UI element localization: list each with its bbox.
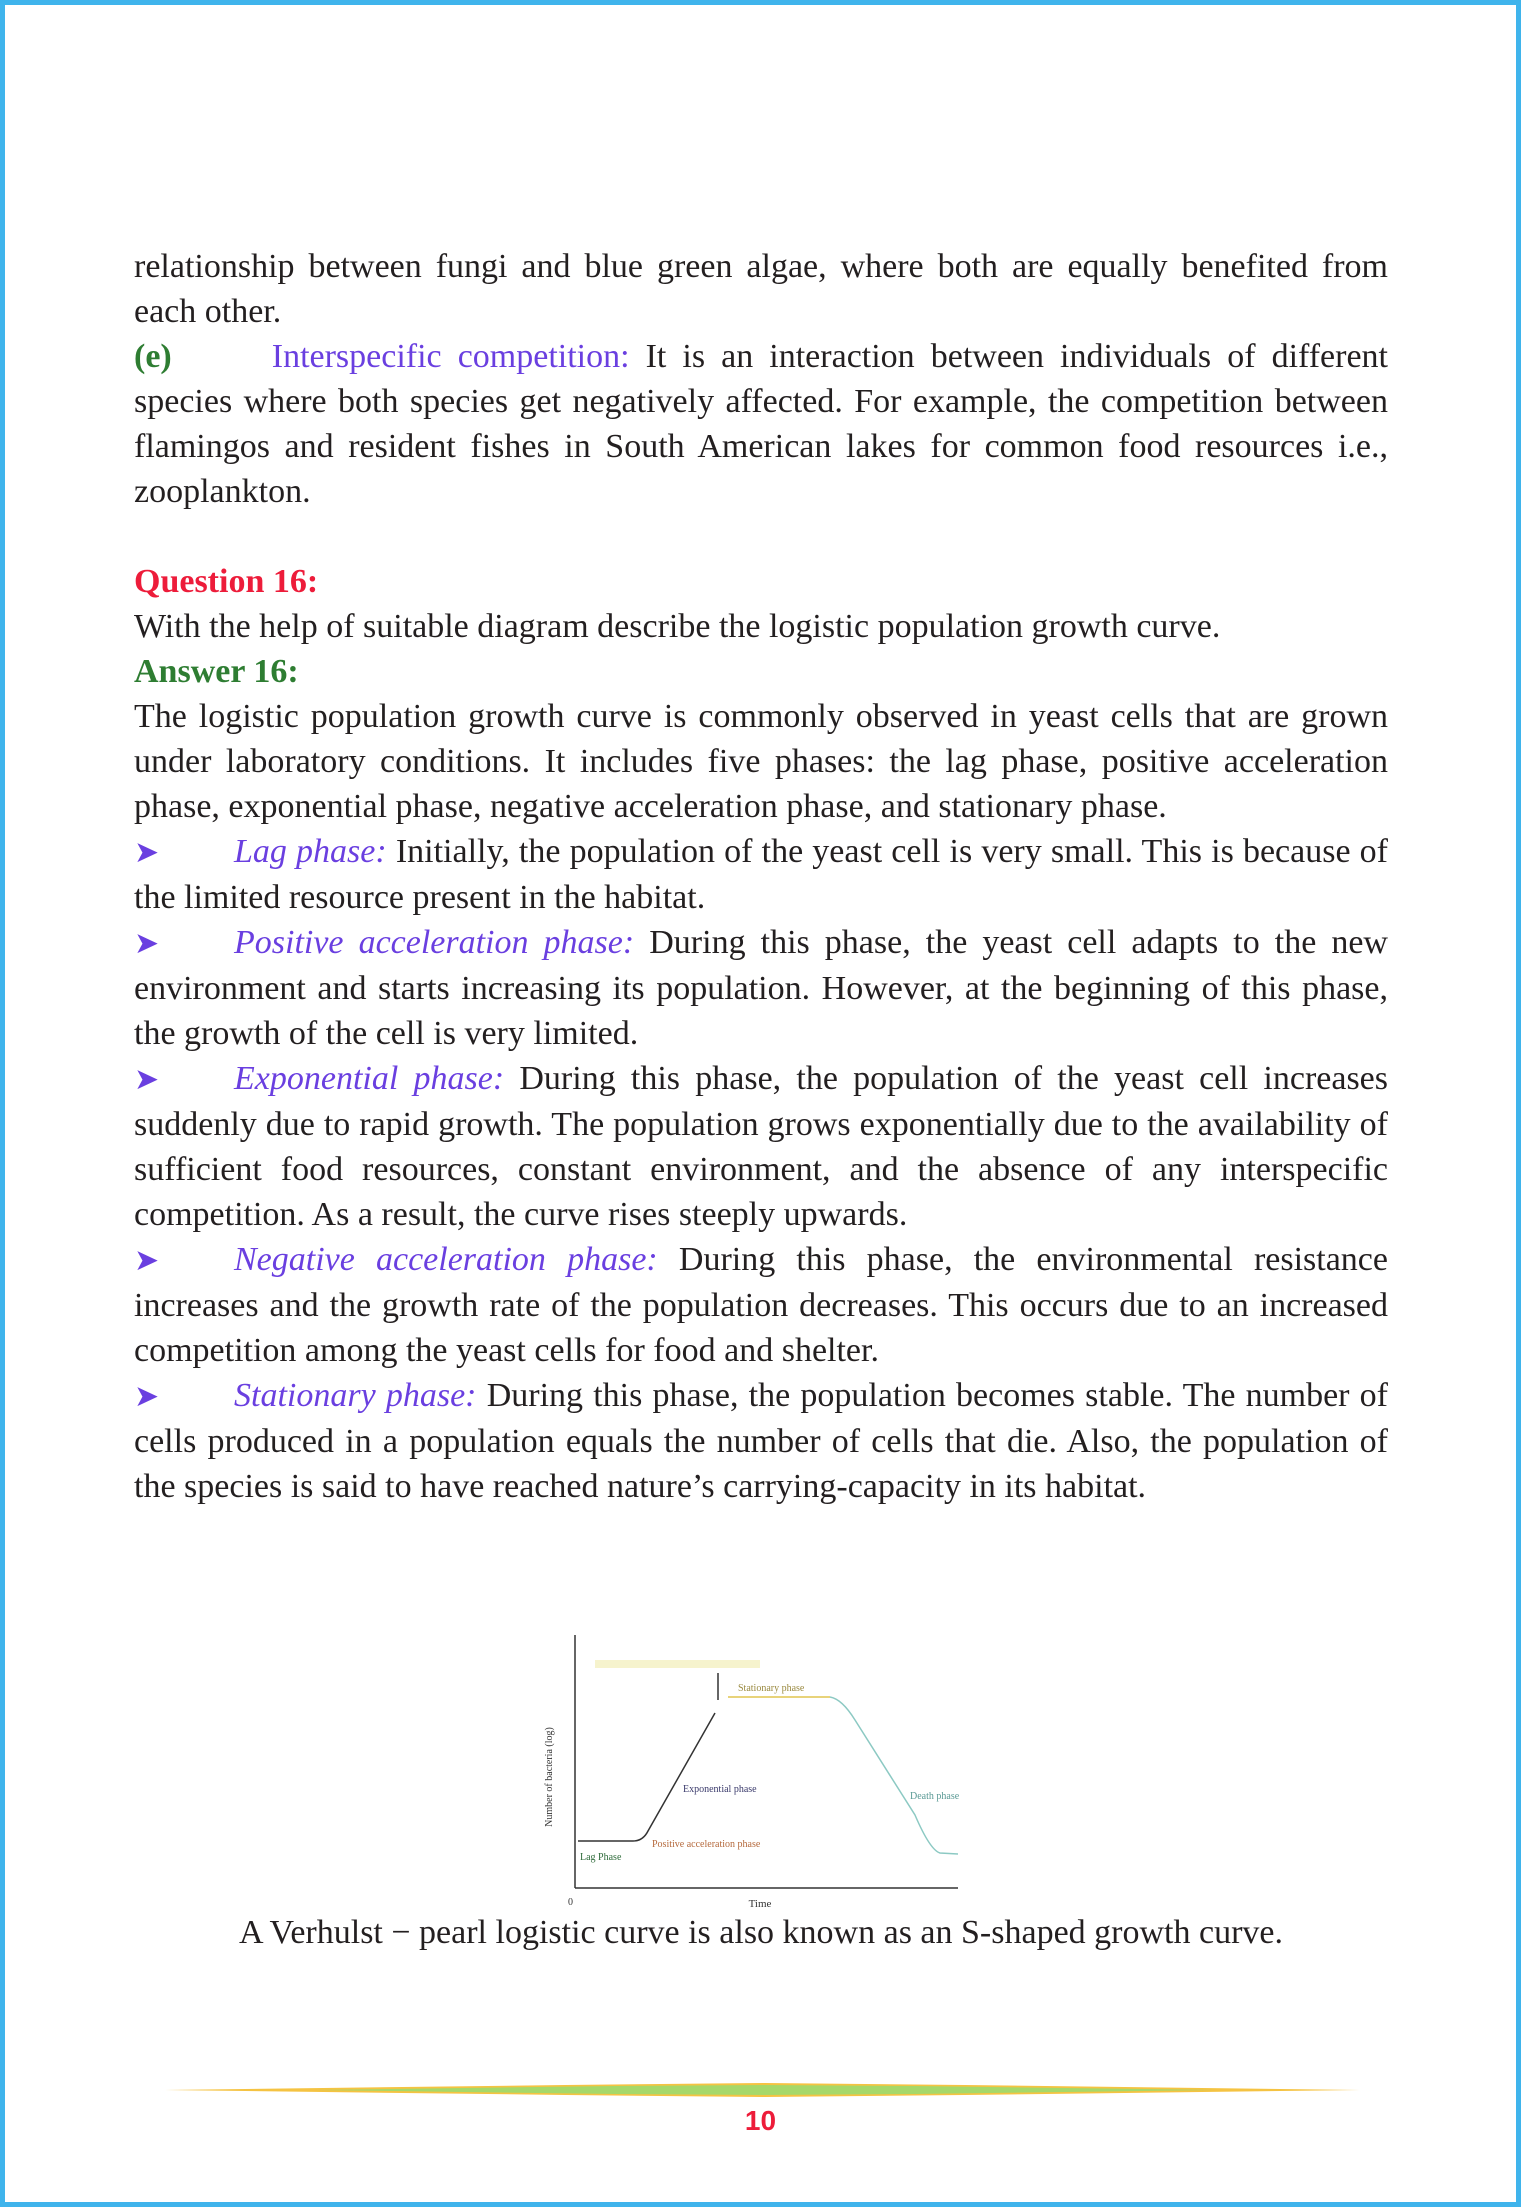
phase-text: During this phase, the population of the yeast cell increases suddenly due to rapid growth. The population grows exponentially due to the availability of sufficient food resources, constant environment, and the absence of any interspecific competition. As a result, the curve rises steeply upwards. bbox=[134, 1060, 1389, 1233]
phase-item-stationary bbox=[134, 1373, 1388, 1509]
phase-text: During this phase, the environmental resistance increases and the growth rate of the population decreases. This occurs due to an increased competition among the yeast cells for food and shelter. bbox=[134, 1241, 1388, 1369]
origin-label: 0 bbox=[568, 1897, 573, 1908]
question-label: Question 16: bbox=[134, 563, 319, 600]
x-axis-label: Time bbox=[748, 1898, 772, 1910]
lag-phase-label: Lag Phase bbox=[580, 1852, 622, 1863]
answer-intro: The logistic population growth curve is commonly observed in yeast cells that are grown under laboratory conditions. It includes five phases: the lag phase, positive acceleration phase, exponential phase, negative acceleration phase, and stationary phase. bbox=[134, 698, 1388, 825]
death-phase-label: Death phase bbox=[910, 1791, 960, 1802]
phase-term: Stationary phase: bbox=[234, 1377, 477, 1414]
phase-text: During this phase, the yeast cell adapts to the new environment and starts increasing its population. However, at the beginning of this phase, the growth of the cell is very limited. bbox=[134, 924, 1388, 1052]
phase-term: Negative acceleration phase: bbox=[234, 1241, 658, 1278]
item-e-label: (e) bbox=[134, 338, 172, 375]
phase-text: Initially, the population of the yeast cell is very small. This is because of the limited resource present in the habitat. bbox=[134, 833, 1389, 916]
arrowhead-bullet-icon: ➤ bbox=[134, 836, 160, 869]
continuation-paragraph: relationship between fungi and blue green algae, where both are equally benefited from each other. bbox=[134, 248, 1388, 330]
arrowhead-bullet-icon: ➤ bbox=[134, 1380, 160, 1413]
stationary-phase-label: Stationary phase bbox=[738, 1683, 805, 1694]
phase-term: Positive acceleration phase: bbox=[234, 924, 635, 961]
growth-curve-figure bbox=[530, 1625, 1010, 1925]
item-e-term: Interspecific competition: bbox=[271, 338, 630, 375]
arrowhead-bullet-icon: ➤ bbox=[134, 927, 160, 960]
phase-text: During this phase, the population becomes stable. The number of cells produced in a population equals the number of cells that die. Also, the population of the species is said to have reached nature’s carrying-capacity in its habitat. bbox=[134, 1377, 1388, 1505]
exponential-phase-label: Exponential phase bbox=[683, 1784, 757, 1795]
phase-term: Lag phase: bbox=[234, 833, 387, 870]
answer-label: Answer 16: bbox=[134, 653, 299, 690]
question-text: With the help of suitable diagram describe the logistic population growth curve. bbox=[134, 608, 1221, 645]
figure-caption: A Verhulst − pearl logistic curve is also known as an S-shaped growth curve. bbox=[238, 1914, 1283, 1951]
phase-item-positive-acceleration bbox=[134, 920, 1388, 1056]
item-e-paragraph bbox=[134, 334, 1388, 514]
arrowhead-bullet-icon: ➤ bbox=[134, 1244, 160, 1277]
phase-item-exponential bbox=[134, 1056, 1388, 1237]
phase-term: Exponential phase: bbox=[234, 1060, 505, 1097]
footer-divider bbox=[165, 2083, 1360, 2097]
phase-item-lag bbox=[134, 829, 1388, 920]
phase-item-negative-acceleration bbox=[134, 1237, 1388, 1373]
page-number: 10 bbox=[744, 2105, 777, 2136]
page-content bbox=[134, 244, 1388, 1509]
item-e-text: It is an interaction between individuals of different species where both species get negatively affected. For example, the competition between flamingos and resident fishes in South American lakes for common food resources i.e., zooplankton. bbox=[134, 338, 1388, 510]
positive-acceleration-label: Positive acceleration phase bbox=[652, 1839, 761, 1850]
y-axis-label: Number of bacteria (log) bbox=[544, 1727, 555, 1827]
arrowhead-bullet-icon: ➤ bbox=[134, 1063, 160, 1096]
growth-curve-diagram bbox=[530, 1625, 1010, 1925]
